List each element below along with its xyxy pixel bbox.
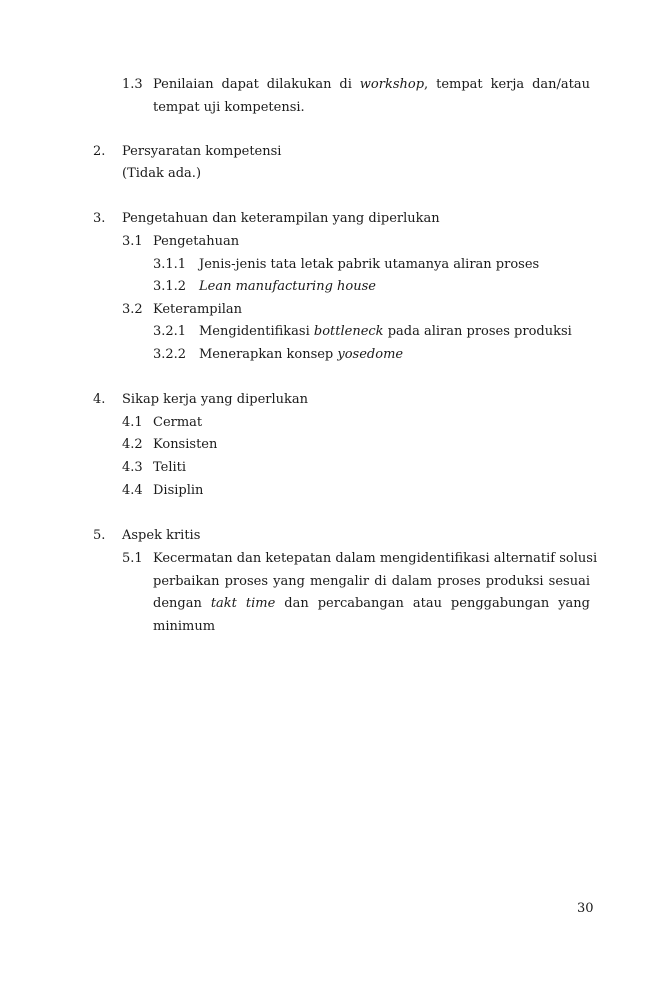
section-2-body: (Tidak ada.) xyxy=(122,166,202,181)
item-3-1: Pengetahuan xyxy=(153,234,240,249)
italic-term-takt-time: takt time xyxy=(210,596,276,611)
section-number-5: 5. xyxy=(93,528,106,543)
item-number-4-4: 4.4 xyxy=(122,483,143,498)
item-1-3-paragraph: Penilaian dapat dilakukan di workshop, tempat kerja dan/atau tempat uji kompetensi. xyxy=(153,77,591,115)
item-number-3-1-2: 3.1.2 xyxy=(153,279,187,294)
item-3-1-2: Lean manufacturing house xyxy=(199,279,376,294)
section-title-3: Pengetahuan dan keterampilan yang diperlukan xyxy=(122,211,440,226)
item-number-5-1: 5.1 xyxy=(122,551,143,566)
italic-term-bottleneck: bottleneck xyxy=(313,324,384,339)
item-4-1: Cermat xyxy=(153,415,203,430)
section-title-2: Persyaratan kompetensi xyxy=(122,144,282,159)
italic-term-workshop: workshop xyxy=(359,77,425,92)
item-4-4: Disiplin xyxy=(153,483,204,498)
item-4-3: Teliti xyxy=(153,460,187,475)
item-number-4-1: 4.1 xyxy=(122,415,143,430)
item-number-4-2: 4.2 xyxy=(122,437,143,452)
item-number-3-1: 3.1 xyxy=(122,234,143,249)
item-number-3-2: 3.2 xyxy=(122,302,143,317)
section-title-4: Sikap kerja yang diperlukan xyxy=(122,392,309,407)
item-3-1-1: Jenis-jenis tata letak pabrik utamanya aliran proses xyxy=(199,257,540,272)
item-number-4-3: 4.3 xyxy=(122,460,143,475)
section-number-4: 4. xyxy=(93,392,106,407)
section-number-3: 3. xyxy=(93,211,106,226)
item-4-2: Konsisten xyxy=(153,437,218,452)
item-number-3-2-2: 3.2.2 xyxy=(153,347,187,362)
item-3-2-2: Menerapkan konsep yosedome xyxy=(199,347,404,362)
item-5-1-paragraph: Kecermatan dan ketepatan dalam mengidentifikasi alternatif solusi perbaikan proses yang mengalir di dalam proses produksi sesuai dengan takt time dan percabangan atau penggabungan yang minimum xyxy=(153,551,598,634)
italic-term-yosedome: yosedome xyxy=(337,347,404,362)
item-3-2: Keterampilan xyxy=(153,302,243,317)
item-3-2-1: Mengidentifikasi bottleneck pada aliran proses produksi xyxy=(199,324,572,339)
item-number-1-3: 1.3 xyxy=(122,77,143,92)
section-number-2: 2. xyxy=(93,144,106,159)
page-number: 30 xyxy=(577,901,594,916)
section-title-5: Aspek kritis xyxy=(122,528,201,543)
item-number-3-1-1: 3.1.1 xyxy=(153,257,187,272)
item-number-3-2-1: 3.2.1 xyxy=(153,324,187,339)
